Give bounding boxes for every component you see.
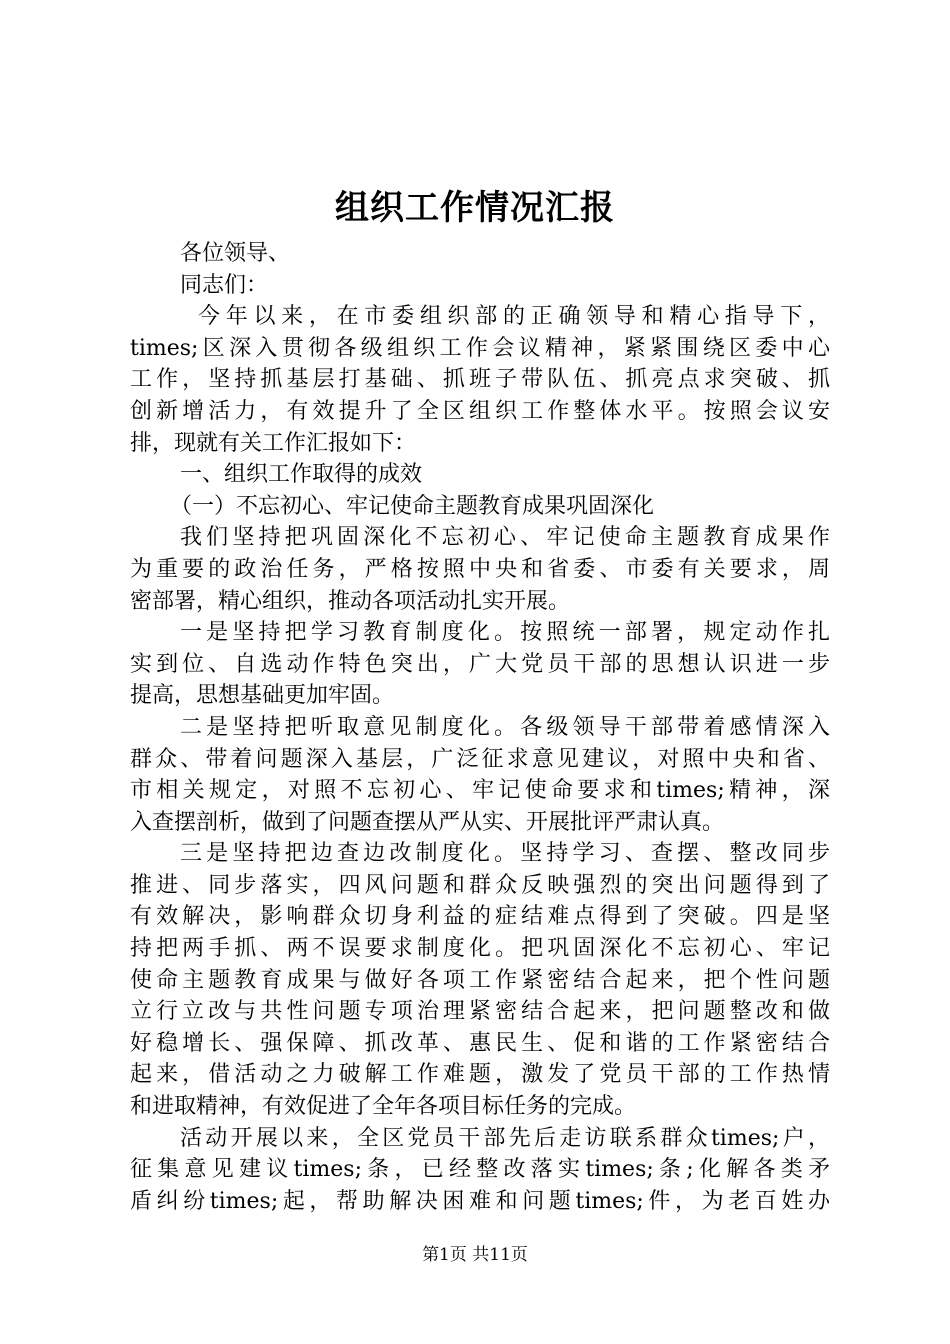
paragraph-line: 工作，坚持抓基层打基础、抓班子带队伍、抓亮点求突破、抓 <box>130 367 830 393</box>
document-body <box>130 238 830 1217</box>
paragraph-line: 密部署，精心组织，推动各项活动扎实开展。 <box>130 588 571 614</box>
paragraph-line: 持把两手抓、两不误要求制度化。把巩固深化不忘初心、牢记 <box>130 936 830 962</box>
paragraph-line: 入查摆剖析，做到了问题查摆从严从实、开展批评严肃认真。 <box>130 809 725 835</box>
paragraph-line: 今年以来，在市委组织部的正确领导和精心指导下， <box>198 304 830 330</box>
paragraph-line: 起来，借活动之力破解工作难题，激发了党员干部的工作热情 <box>130 1062 830 1088</box>
salutation-line: 各位领导、 <box>180 241 291 266</box>
paragraph-line: 使命主题教育成果与做好各项工作紧密结合起来，把个性问题 <box>130 967 830 993</box>
paragraph-line: 实到位、自选动作特色突出，广大党员干部的思想认识进一步 <box>130 651 830 677</box>
paragraph-line: 市相关规定，对照不忘初心、牢记使命要求和times;精神，深 <box>130 778 830 804</box>
section-heading: 一、组织工作取得的成效 <box>180 462 423 488</box>
paragraph-line: 有效解决，影响群众切身利益的症结难点得到了突破。四是坚 <box>130 904 830 930</box>
subsection-heading: （一）不忘初心、牢记使命主题教育成果巩固深化 <box>170 493 655 519</box>
paragraph-line: 立行立改与共性问题专项治理紧密结合起来，把问题整改和做 <box>130 999 830 1025</box>
paragraph-line: 我们坚持把巩固深化不忘初心、牢记使命主题教育成果作 <box>180 525 830 551</box>
paragraph-line: 排，现就有关工作汇报如下： <box>130 430 417 456</box>
salutation-line: 同志们： <box>180 272 269 298</box>
paragraph-line: 征集意见建议times;条，已经整改落实times;条;化解各类矛 <box>130 1157 830 1183</box>
paragraph-line: 创新增活力，有效提升了全区组织工作整体水平。按照会议安 <box>130 398 830 424</box>
document-title: 组织工作情况汇报 <box>335 188 615 228</box>
paragraph-line: 三是坚持把边查边改制度化。坚持学习、查摆、整改同步 <box>180 841 830 867</box>
paragraph-line: times;区深入贯彻各级组织工作会议精神，紧紧围绕区委中心 <box>130 335 830 361</box>
paragraph-line: 好稳增长、强保障、抓改革、惠民生、促和谐的工作紧密结合 <box>130 1030 830 1056</box>
paragraph-line: 一是坚持把学习教育制度化。按照统一部署，规定动作扎 <box>180 620 830 646</box>
paragraph-line: 和进取精神，有效促进了全年各项目标任务的完成。 <box>130 1094 637 1120</box>
paragraph-line: 推进、同步落实，四风问题和群众反映强烈的突出问题得到了 <box>130 872 830 898</box>
paragraph-line: 盾纠纷times;起，帮助解决困难和问题times;件，为老百姓办 <box>130 1188 830 1214</box>
paragraph-line: 二是坚持把听取意见制度化。各级领导干部带着感情深入 <box>180 714 830 740</box>
paragraph-line: 活动开展以来，全区党员干部先后走访联系群众times;户， <box>180 1125 830 1151</box>
paragraph-line: 群众、带着问题深入基层，广泛征求意见建议，对照中央和省、 <box>130 746 830 772</box>
paragraph-line: 提高，思想基础更加牢固。 <box>130 683 395 709</box>
page-number: 第1页 共11页 <box>422 1245 528 1265</box>
paragraph-line: 为重要的政治任务，严格按照中央和省委、市委有关要求，周 <box>130 556 830 582</box>
